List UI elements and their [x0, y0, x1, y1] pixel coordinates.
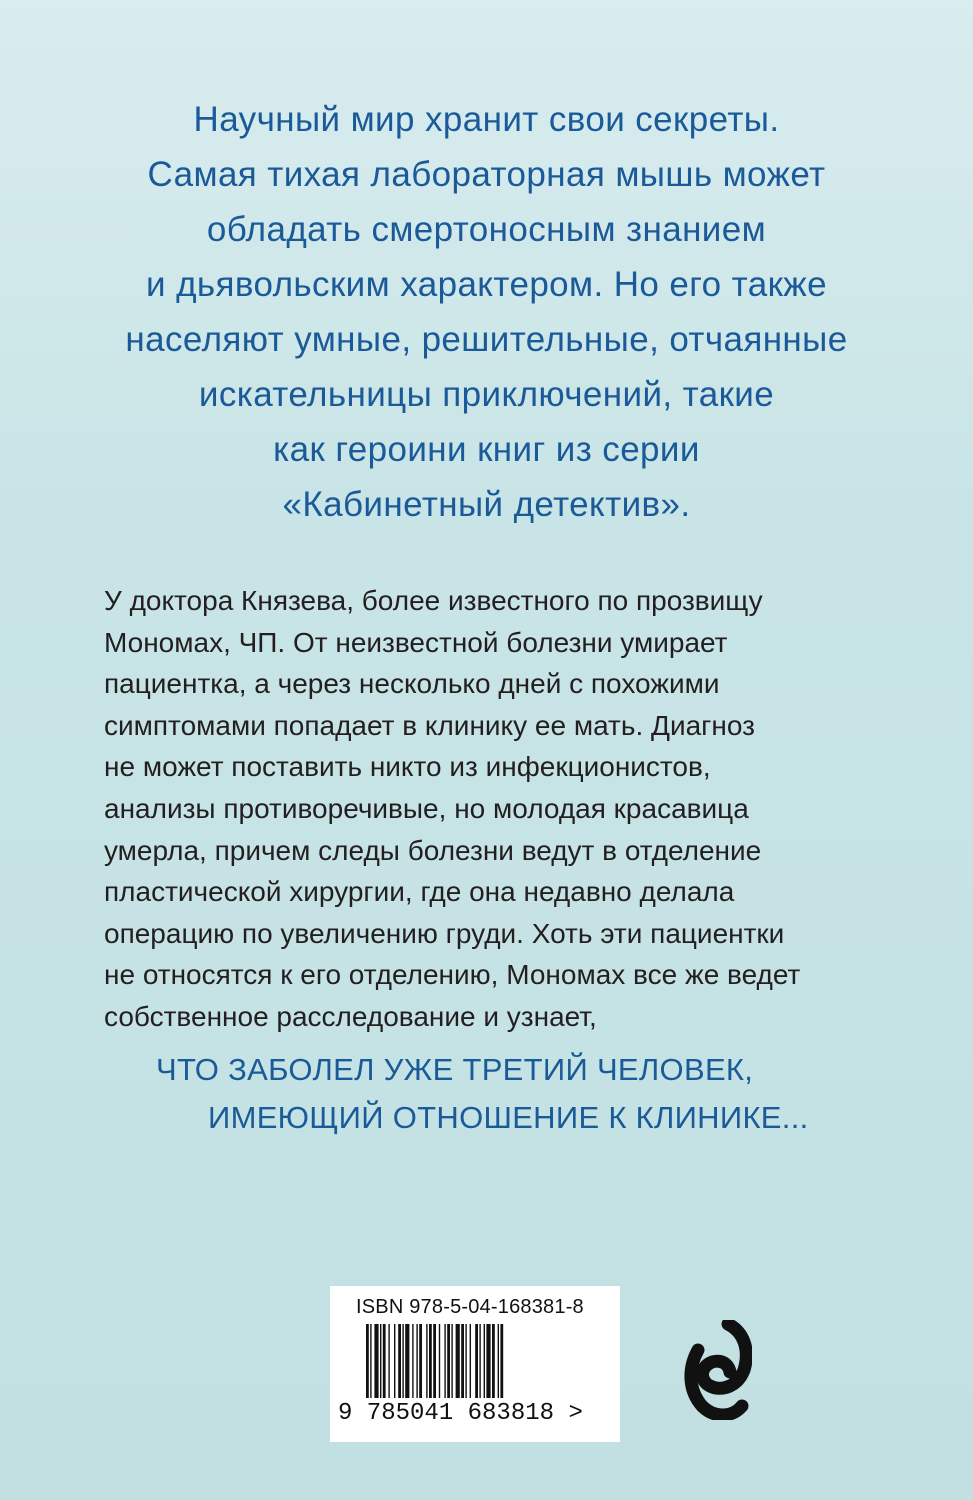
synopsis-line: пациентка, а через несколько дней с похожими [104, 668, 720, 700]
intro-line: обладать смертоносным знанием [206, 210, 767, 249]
synopsis-text [104, 580, 904, 1038]
intro-line: «Кабинетный детектив». [282, 485, 691, 524]
synopsis-line: умерла, причем следы болезни ведут в отделение [104, 834, 762, 866]
synopsis-line: не может поставить никто из инфекционистов, [104, 751, 711, 783]
intro-blurb [60, 92, 913, 532]
intro-line: населяют умные, решительные, отчаянные [125, 320, 848, 359]
barcode-bars [366, 1324, 584, 1398]
synopsis-line: пластической хирургии, где она недавно делала [104, 876, 735, 908]
synopsis-line: операцию по увеличению груди. Хоть эти пациентки [104, 917, 785, 949]
synopsis-line: не относятся к его отделению, Мономах все же ведет [104, 959, 801, 991]
synopsis-line: собственное расследование и узнает, [104, 1000, 597, 1032]
intro-line: Научный мир хранит свои секреты. [193, 100, 780, 139]
synopsis-line: анализы противоречивые, но молодая красавица [104, 792, 749, 824]
isbn-barcode [330, 1286, 620, 1442]
publisher-logo-icon [684, 1320, 752, 1420]
intro-line: Самая тихая лабораторная мышь может [147, 155, 826, 194]
teaser-text [156, 1046, 856, 1142]
synopsis-line: Мономах, ЧП. От неизвестной болезни умирает [104, 626, 728, 658]
isbn-label: ISBN 978-5-04-168381-8 [356, 1296, 584, 1318]
barcode-digits: 9 785041 683818 > [338, 1400, 583, 1427]
synopsis-line: У доктора Князева, более известного по прозвищу [104, 585, 763, 616]
teaser-line: ИМЕЮЩИЙ ОТНОШЕНИЕ К КЛИНИКЕ... [208, 1100, 809, 1135]
intro-line: как героини книг из серии [273, 430, 700, 469]
teaser-line: ЧТО ЗАБОЛЕЛ УЖЕ ТРЕТИЙ ЧЕЛОВЕК, [156, 1052, 754, 1087]
intro-line: искательницы приключений, такие [198, 375, 775, 414]
synopsis-line: симптомами попадает в клинику ее мать. Диагноз [104, 709, 755, 741]
intro-line: и дьявольским характером. Но его также [146, 265, 827, 304]
